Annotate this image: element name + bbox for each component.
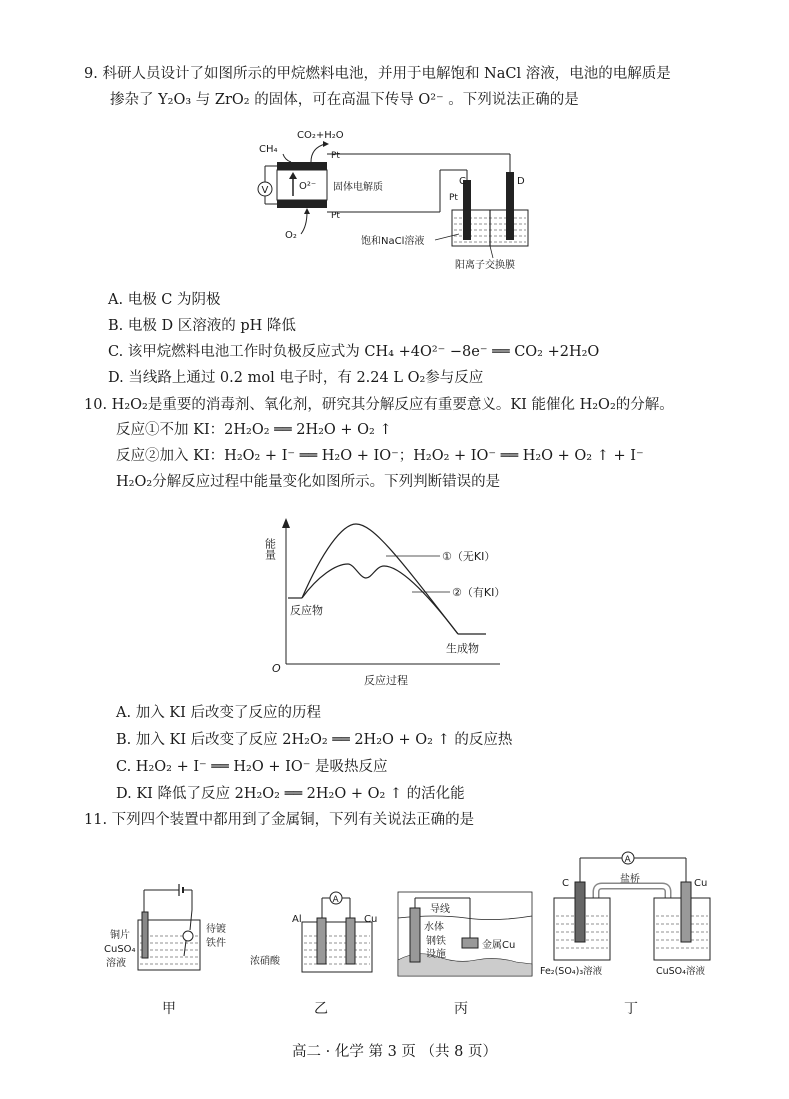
- o2-label: O₂: [285, 230, 297, 241]
- q9-option-c: C. 该甲烷燃料电池工作时负极反应式为 CH₄ +4O²⁻ −8e⁻ ══ CO₂ +2H₂O: [108, 344, 600, 360]
- q10-option-c: C. H₂O₂ + I⁻ ══ H₂O + IO⁻ 是吸热反应: [116, 759, 388, 775]
- electrode-d-label: D: [517, 176, 525, 187]
- copper-plate: [142, 912, 148, 958]
- co2-h2o-label: CO₂+H₂O: [297, 130, 344, 141]
- al-electrode: [317, 918, 326, 964]
- q11-device-bing: [396, 890, 536, 982]
- y-axis-label: 能量: [263, 538, 277, 560]
- page-footer: 高二 · 化学 第 3 页 （共 8 页）: [292, 1044, 497, 1060]
- membrane-label: 阳离子交换膜: [455, 260, 515, 271]
- q10-option-d: D. KI 降低了反应 2H₂O₂ ══ 2H₂O + O₂ ↑ 的活化能: [116, 786, 465, 802]
- electrode-d: [506, 172, 514, 240]
- q10-stem-line4: H₂O₂分解反应过程中能量变化如图所示。下列判断错误的是: [116, 474, 501, 490]
- beaker-yi: [302, 922, 372, 972]
- metal-cu-label: 金属Cu: [482, 940, 516, 951]
- q10-option-a: A. 加入 KI 后改变了反应的历程: [116, 705, 321, 721]
- steel-label: 钢铁: [426, 936, 446, 947]
- q9-option-a: A. 电极 C 为阴极: [108, 292, 221, 308]
- salt-bridge-label: 盐桥: [620, 874, 640, 885]
- curve-2-label: ②（有KI）: [452, 586, 506, 599]
- pt-left-label: Pt: [449, 193, 458, 203]
- q10-energy-diagram: [262, 512, 532, 690]
- ch4-label: CH₄: [259, 144, 278, 155]
- pt-electrode-bottom: [277, 200, 327, 208]
- acid-label: 浓硝酸: [250, 956, 280, 967]
- c-electrode: [575, 882, 585, 942]
- wire-label: 导线: [430, 904, 450, 915]
- pt-electrode-top: [277, 162, 327, 170]
- q9-stem-line2: 掺杂了 Y₂O₃ 与 ZrO₂ 的固体，可在高温下传导 O²⁻ 。下列说法正确的是: [110, 92, 579, 108]
- caption-ding: 丁: [624, 1001, 638, 1017]
- q10-stem-line1: 10. H₂O₂是重要的消毒剂、氧化剂，研究其分解反应有重要意义。KI 能催化 H₂O₂的分解。: [84, 397, 674, 413]
- ammeter-yi-label: A: [332, 895, 339, 905]
- caption-jia: 甲: [162, 1001, 176, 1017]
- q9-stem-line1: 9. 科研人员设计了如图所示的甲烷燃料电池，并用于电解饱和 NaCl 溶液，电池的电解质是: [84, 66, 671, 82]
- q11-device-ding: [540, 846, 730, 980]
- q11-device-jia: [104, 880, 234, 980]
- iron-part: [183, 931, 193, 941]
- cu-plate-label: 铜片: [110, 930, 130, 941]
- x-axis-label: 反应过程: [364, 674, 408, 687]
- cu-electrode-yi: [346, 918, 355, 964]
- pt-bottom-label: Pt: [331, 211, 340, 221]
- o2-ion-label: O²⁻: [299, 181, 317, 192]
- reactant-label: 反应物: [290, 604, 323, 617]
- nacl-label: 饱和NaCl溶液: [361, 236, 425, 247]
- q9-option-b: B. 电极 D 区溶液的 pH 降低: [108, 318, 296, 334]
- al-label: Al: [292, 914, 302, 925]
- voltmeter-label: V: [261, 185, 269, 196]
- q10-stem-line3: 反应②加入 KI：H₂O₂ + I⁻ ══ H₂O + IO⁻；H₂O₂ + IO⁻ ══ H₂O + O₂ ↑ + I⁻: [116, 448, 644, 464]
- caption-yi: 乙: [314, 1001, 328, 1017]
- curve-1-no-ki: [302, 524, 458, 634]
- fe2so43-label: Fe₂(SO₄)₃溶液: [540, 966, 603, 977]
- cu-electrode-ding: [681, 882, 691, 942]
- iron-part-label: 铁件: [206, 938, 226, 949]
- c-label: C: [562, 878, 569, 889]
- to-plate-label: 待镀: [206, 924, 226, 935]
- solution-label: 溶液: [106, 958, 126, 969]
- cu-label-ding: Cu: [694, 878, 708, 889]
- ammeter-ding-label: A: [624, 855, 631, 865]
- cuso4-label-ding: CuSO₄溶液: [656, 966, 705, 977]
- product-label: 生成物: [446, 642, 479, 655]
- curve-2-with-ki: [302, 564, 458, 634]
- q10-option-b: B. 加入 KI 后改变了反应 2H₂O₂ ══ 2H₂O + O₂ ↑ 的反应热: [116, 732, 513, 748]
- pt-top-label: Pt: [331, 151, 340, 161]
- curve-1-label: ①（无KI）: [442, 550, 496, 563]
- electrode-c-label: C: [459, 176, 466, 187]
- electrode-c: [463, 180, 471, 240]
- gate-label: 设施: [426, 949, 446, 960]
- water-label: 水体: [424, 922, 444, 933]
- q11-device-yi: [248, 888, 388, 980]
- steel-gate: [410, 908, 420, 962]
- q9-option-d: D. 当线路上通过 0.2 mol 电子时，有 2.24 L O₂参与反应: [108, 370, 484, 386]
- q10-stem-line2: 反应①不加 KI：2H₂O₂ ══ 2H₂O + O₂ ↑: [116, 422, 392, 438]
- cuso4-label: CuSO₄: [104, 944, 136, 955]
- metal-cu-block: [462, 938, 478, 948]
- caption-bing: 丙: [454, 1001, 468, 1017]
- cu-label-yi: Cu: [364, 914, 378, 925]
- q9-figure: [245, 122, 555, 274]
- origin-label: O: [272, 662, 281, 675]
- solid-electrolyte-label: 固体电解质: [333, 182, 383, 193]
- q11-stem: 11. 下列四个装置中都用到了金属铜，下列有关说法正确的是: [84, 812, 475, 828]
